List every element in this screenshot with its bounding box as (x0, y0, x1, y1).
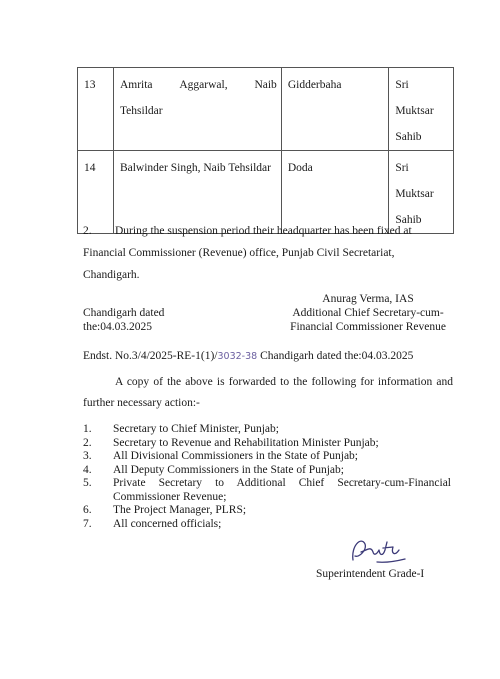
list-number: 4. (83, 463, 92, 476)
handwritten-dispatch-number: 3032-38 (217, 351, 258, 362)
serial-number-cell: 13 (78, 68, 114, 151)
serial-number-cell: 14 (78, 151, 114, 234)
list-item (83, 504, 451, 518)
list-text: Secretary to Chief Minister, Punjab; (113, 423, 279, 435)
district-line: Sri (395, 79, 409, 91)
signatory-title: Additional Chief Secretary-cum- (292, 307, 444, 319)
paragraph-2 (83, 220, 455, 286)
district-line: Sahib (395, 131, 422, 143)
list-item (83, 450, 451, 464)
list-text: All concerned officials; (113, 517, 222, 530)
list-item (83, 437, 451, 451)
officer-name-part: Naib (254, 79, 277, 91)
paragraph-text: During the suspension period their headquarter has been fixed at (115, 225, 412, 237)
forwarding-text: A copy of the above is forwarded to the following for information and further necessary action:- (83, 376, 453, 409)
officer-name-part: Amrita (119, 79, 153, 91)
officer-designation: Tehsildar (119, 105, 163, 117)
list-number: 7. (83, 517, 92, 530)
paragraph-line: Chandigarh. (83, 269, 140, 281)
endorsement-number: Endst. No.3/4/2025-RE-1(1)/ (83, 350, 218, 362)
list-item (83, 423, 451, 437)
list-number: 2. (83, 436, 92, 449)
date-line: the:04.03.2025 (83, 321, 152, 333)
endorsement-line (83, 350, 413, 362)
list-number: 5. (83, 477, 92, 489)
district-line: Sahib (395, 214, 422, 226)
list-number: 6. (83, 504, 92, 516)
officer-name-part: Aggarwal, (179, 79, 228, 91)
place-date-block (83, 306, 164, 334)
list-text: The Project Manager, PLRS; (113, 504, 247, 516)
district-line: Muktsar (395, 188, 434, 200)
handwritten-signature (347, 532, 407, 568)
list-text: Private Secretary to Additional Chief Secretary-cum-Financial Commissioner Revenue; (113, 477, 451, 503)
place-line: Chandigarh dated (83, 307, 165, 319)
superintendent-designation: Superintendent Grade-I (316, 568, 425, 580)
paragraph-line: Financial Commissioner (Revenue) office, Punjab Civil Secretariat, (83, 247, 395, 259)
paragraph-number: 2. (83, 225, 92, 237)
list-text: Secretary to Revenue and Rehabilitation Minister Punjab; (113, 436, 379, 449)
district-line: Muktsar (395, 105, 434, 117)
list-item (83, 518, 451, 532)
signatory-block (283, 292, 453, 334)
list-text: All Deputy Commissioners in the State of Punjab; (113, 463, 344, 476)
list-text: All Divisional Commissioners in the State of Punjab; (113, 450, 359, 462)
place-cell: Doda (281, 151, 389, 234)
endorsement-date: Chandigarh dated the:04.03.2025 (257, 350, 414, 362)
district-cell (389, 68, 454, 151)
list-item (83, 477, 451, 504)
signatory-title: Financial Commissioner Revenue (290, 321, 446, 333)
recipient-list (83, 423, 451, 531)
place-cell: Gidderbaha (281, 68, 389, 151)
officers-table (77, 67, 454, 234)
list-number: 1. (83, 423, 92, 435)
list-number: 3. (83, 450, 92, 462)
table-row (78, 68, 454, 151)
list-item (83, 464, 451, 478)
officer-name-line (120, 72, 277, 98)
officer-name-cell: Balwinder Singh, Naib Tehsildar (113, 151, 281, 234)
district-line: Sri (395, 162, 409, 174)
signatory-name: Anurag Verma, IAS (322, 293, 414, 305)
paragraph-line (83, 220, 455, 242)
officer-name-cell (113, 68, 281, 151)
